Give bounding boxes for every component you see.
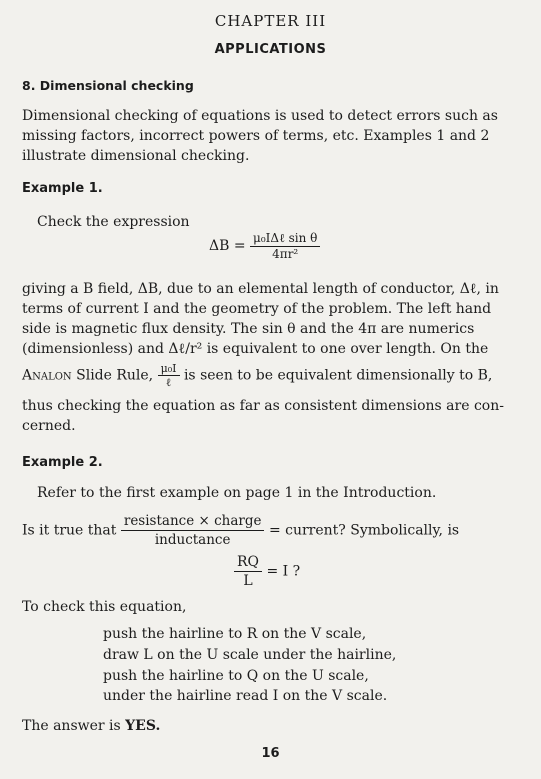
answer-value: YES. xyxy=(125,718,161,734)
example-1-rule-line xyxy=(22,362,492,389)
example-1-formula xyxy=(209,231,320,261)
symbolic-fraction xyxy=(234,553,262,590)
inline-fraction xyxy=(158,362,180,389)
chapter-heading: APPLICATIONS xyxy=(214,42,327,57)
check-lead: To check this equation, xyxy=(22,599,187,615)
step-1: push the hairline to R on the V scale, xyxy=(103,626,367,642)
question-fraction xyxy=(121,512,265,549)
example-1-heading: Example 1. xyxy=(22,181,103,196)
question-start: Is it true that xyxy=(22,522,117,539)
question-numerator: resistance × charge xyxy=(121,512,265,531)
symbolic-denominator: L xyxy=(243,573,253,589)
inline-numerator: μ₀I xyxy=(158,362,180,376)
symbolic-rhs: = I ? xyxy=(266,563,301,580)
example-1-para-line-3: side is magnetic flux density. The sin θ and the 4π are numerics xyxy=(22,321,475,337)
intro-line-3: illustrate dimensional checking. xyxy=(22,148,250,164)
formula-lhs: ΔB = xyxy=(209,238,246,254)
formula-fraction xyxy=(250,231,320,261)
question-denominator: inductance xyxy=(154,532,231,548)
symbolic-formula xyxy=(234,553,300,590)
step-4: under the hairline read I on the V scale. xyxy=(103,688,388,704)
intro-line-2: missing factors, incorrect powers of terms, etc. Examples 1 and 2 xyxy=(22,128,490,144)
page-number: 16 xyxy=(261,746,280,761)
formula-numerator: μ₀IΔℓ sin θ xyxy=(250,231,320,247)
example-2-heading: Example 2. xyxy=(22,455,103,470)
step-2: draw L on the U scale under the hairline, xyxy=(103,647,397,663)
example-1-lead: Check the expression xyxy=(37,214,190,230)
example-1-para-line-2: terms of current I and the geometry of the problem. The left hand xyxy=(22,301,492,317)
analon-name: Analon xyxy=(22,367,72,384)
step-3: push the hairline to Q on the U scale, xyxy=(103,668,369,684)
example-2-lead: Refer to the first example on page 1 in the Introduction. xyxy=(37,485,437,501)
chapter-title: CHAPTER III xyxy=(214,12,327,30)
section-heading: 8. Dimensional checking xyxy=(22,78,194,93)
example-1-para-line-4: (dimensionless) and Δℓ/r² is equivalent to one over length. On the xyxy=(22,341,489,357)
example-1-para-line-1: giving a B field, ΔB, due to an elemental length of conductor, Δℓ, in xyxy=(22,281,499,297)
example-1-end-line-1: thus checking the equation as far as consistent dimensions are con- xyxy=(22,398,504,414)
formula-denominator: 4πr² xyxy=(272,247,299,261)
intro-line-1: Dimensional checking of equations is used to detect errors such as xyxy=(22,108,498,124)
inline-denominator: ℓ xyxy=(165,376,172,389)
example-2-question xyxy=(22,512,459,549)
answer-prefix: The answer is xyxy=(22,718,126,734)
rule-after-text: is seen to be equivalent dimensionally to B, xyxy=(179,367,493,384)
answer-line xyxy=(22,716,160,736)
symbolic-numerator: RQ xyxy=(234,553,262,572)
question-end: = current? Symbolically, is xyxy=(268,522,460,539)
slide-rule-text: Slide Rule, xyxy=(71,367,154,384)
example-1-end-line-2: cerned. xyxy=(22,418,76,434)
